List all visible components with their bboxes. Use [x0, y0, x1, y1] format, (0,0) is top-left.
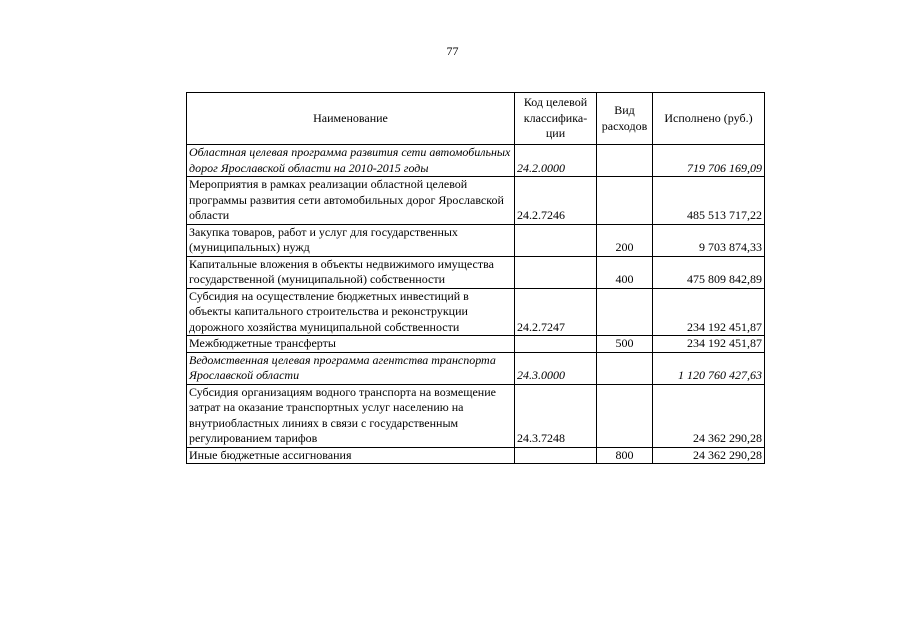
cell-amount: 485 513 717,22 [653, 177, 765, 225]
table-row [187, 256, 765, 288]
table-row [187, 288, 765, 336]
table-row [187, 145, 765, 177]
table-row [187, 177, 765, 225]
header-name: Наименование [187, 93, 515, 145]
cell-name: Субсидия организациям водного транспорта на возмещение затрат на оказание транспортных услуг населению на внутриобластных линиях в связи с государственным регулированием тарифов [187, 384, 515, 447]
cell-code [515, 224, 597, 256]
cell-code: 24.2.7247 [515, 288, 597, 336]
cell-code: 24.3.7248 [515, 384, 597, 447]
cell-amount: 475 809 842,89 [653, 256, 765, 288]
cell-type [597, 177, 653, 225]
table-row [187, 352, 765, 384]
cell-name: Ведомственная целевая программа агентства транспорта Ярославской области [187, 352, 515, 384]
table-header-row [187, 93, 765, 145]
cell-type: 400 [597, 256, 653, 288]
cell-amount: 719 706 169,09 [653, 145, 765, 177]
page-number: 77 [446, 44, 459, 58]
table-row [187, 447, 765, 464]
cell-amount: 24 362 290,28 [653, 447, 765, 464]
cell-type: 200 [597, 224, 653, 256]
table-row [187, 336, 765, 353]
cell-type [597, 288, 653, 336]
cell-code: 24.2.7246 [515, 177, 597, 225]
budget-table [186, 92, 765, 464]
cell-name: Субсидия на осуществление бюджетных инвестиций в объекты капитального строительства и реконструкции дорожного хозяйства муниципальной собственности [187, 288, 515, 336]
cell-type [597, 145, 653, 177]
table-row [187, 384, 765, 447]
header-type: Вид расходов [597, 93, 653, 145]
cell-type [597, 384, 653, 447]
cell-amount: 9 703 874,33 [653, 224, 765, 256]
cell-amount: 24 362 290,28 [653, 384, 765, 447]
cell-name: Закупка товаров, работ и услуг для государственных (муниципальных) нужд [187, 224, 515, 256]
cell-name: Мероприятия в рамках реализации областной целевой программы развития сети автомобильных дорог Ярославской области [187, 177, 515, 225]
cell-name: Иные бюджетные ассигнования [187, 447, 515, 464]
cell-amount: 1 120 760 427,63 [653, 352, 765, 384]
cell-name: Капитальные вложения в объекты недвижимого имущества государственной (муниципальной) собственности [187, 256, 515, 288]
cell-code: 24.3.0000 [515, 352, 597, 384]
cell-code [515, 256, 597, 288]
cell-code [515, 447, 597, 464]
header-amount: Исполнено (руб.) [653, 93, 765, 145]
header-code: Код целевой классифика-ции [515, 93, 597, 145]
table-body [187, 145, 765, 464]
cell-code: 24.2.0000 [515, 145, 597, 177]
cell-type: 500 [597, 336, 653, 353]
cell-amount: 234 192 451,87 [653, 336, 765, 353]
table-row [187, 224, 765, 256]
cell-type [597, 352, 653, 384]
cell-amount: 234 192 451,87 [653, 288, 765, 336]
cell-name: Областная целевая программа развития сети автомобильных дорог Ярославской области на 2010-2015 годы [187, 145, 515, 177]
cell-name: Межбюджетные трансферты [187, 336, 515, 353]
cell-type: 800 [597, 447, 653, 464]
cell-code [515, 336, 597, 353]
